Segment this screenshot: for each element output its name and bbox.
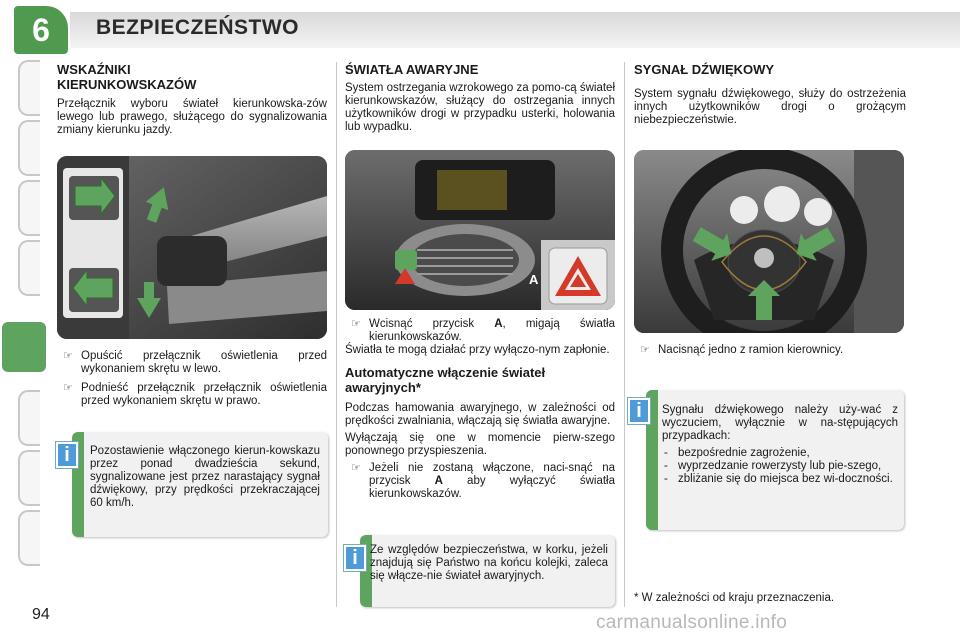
section-intro: System ostrzegania wzrokowego za pomo-cą świateł kierunkowskazów, służący do ostrzegania innych użytkowników drogi w przypadku usterki, holowania lub wypadku.	[345, 82, 615, 133]
chapter-tab-active[interactable]	[2, 322, 46, 372]
bullet-item: ☞ Wcisnąć przycisk A, migają światła kierunkowskazów.	[351, 318, 615, 343]
turn-signal-stalk-photo	[57, 156, 327, 339]
hazard-button-photo	[345, 150, 615, 310]
pointing-hand-icon: ☞	[351, 318, 361, 330]
hazard-instructions	[345, 318, 615, 501]
bullet-item: ☞ Nacisnąć jedno z ramion kierownicy.	[640, 344, 844, 356]
usage-list	[662, 447, 898, 486]
pointing-hand-icon: ☞	[640, 344, 650, 356]
page-title: BEZPIECZEŃSTWO	[96, 16, 300, 39]
watermark: carmanualsonline.info	[596, 612, 788, 633]
sub-text: Podczas hamowania awaryjnego, w zależności od prędkości zwalniania, włączają się światła awaryjne.	[345, 402, 615, 427]
chapter-tab[interactable]	[18, 180, 40, 236]
info-text: Ze względów bezpieczeństwa, w korku, jeżeli znajdują się Państwo na końcu kolejki, zaleca się włącze-nie świateł awaryjnych.	[370, 544, 608, 582]
chapter-tab[interactable]	[18, 120, 40, 176]
section-heading: WSKAŹNIKI KIERUNKOWSKAZÓW	[57, 62, 197, 92]
section-hazard-lights	[345, 62, 615, 134]
list-item: - wyprzedzanie rowerzysty lub pie-szego,	[662, 460, 898, 473]
chapter-tab[interactable]	[18, 240, 40, 296]
list-item: - bezpośrednie zagrożenie,	[662, 447, 898, 460]
chapter-tab[interactable]	[18, 60, 40, 116]
bullet-item: ☞ Opuścić przełącznik oświetlenia przed wykonaniem skrętu w lewo.	[63, 350, 327, 375]
section-intro: System sygnału dźwiękowego, służy do ostrzeżenia innych użytkowników drogi o grożącym niebezpieczeństwie.	[634, 88, 906, 126]
info-icon: i	[344, 545, 366, 571]
pointing-hand-icon: ☞	[63, 382, 73, 394]
list-item: - zbliżanie się do miejsca bez wi-doczności.	[662, 473, 898, 486]
note-text: Światła te mogą działać przy wyłączo-nym zapłonie.	[345, 344, 610, 356]
info-icon: i	[56, 442, 78, 468]
section-heading: ŚWIATŁA AWARYJNE	[345, 62, 479, 77]
column-divider	[336, 62, 337, 607]
section-intro: Przełącznik wyboru świateł kierunkowska-zów lewego lub prawego, służącego do sygnalizowania zmiany kierunku jazdy.	[57, 98, 327, 136]
section-heading: SYGNAŁ DŹWIĘKOWY	[634, 62, 775, 77]
button-a-label: A	[529, 272, 539, 287]
info-text: Sygnału dźwiękowego należy uży-wać z wyczuciem, wyłącznie w na-stępujących przypadkach: - bezpośrednie zagrożenie, - wyprzedzanie rowerzysty lub pie-szego, - zbliżanie się do miejsca bez wi-doczności.	[662, 404, 898, 486]
bullet-item: ☞ Jeżeli nie zostaną włączone, naci-snąć na przycisk A aby wyłączyć światła kierunkowskazów.	[351, 462, 615, 500]
turn-signal-stalk-illustration	[57, 156, 327, 339]
chapter-tab[interactable]	[18, 510, 40, 566]
pointing-hand-icon: ☞	[63, 350, 73, 362]
chapter-tab[interactable]	[18, 450, 40, 506]
chapter-number-badge: 6	[14, 6, 68, 54]
column-divider	[624, 62, 625, 607]
steering-wheel-illustration	[634, 150, 904, 333]
horn-instructions	[634, 344, 906, 357]
section-turn-signals	[57, 62, 327, 137]
chapter-tab-strip	[0, 0, 50, 640]
info-text: Pozostawienie włączonego kierun-kowskazu przez ponad dwadzieścia sekund, sygnalizowane jest przez narastający sygnał dźwiękowy, przy prędkości przekraczającej 60 km/h.	[90, 445, 320, 509]
sub-text: Wyłączają się one w momencie pierw-szego ponownego przyspieszenia.	[345, 432, 615, 457]
hazard-button-illustration	[345, 150, 615, 310]
pointing-hand-icon: ☞	[351, 462, 361, 474]
turn-signal-instructions	[57, 350, 327, 408]
section-horn	[634, 62, 906, 127]
page-number: 94	[32, 606, 50, 623]
bullet-item: ☞ Podnieść przełącznik przełącznik oświetlenia przed wykonaniem skrętu w prawo.	[63, 382, 327, 407]
chapter-tab[interactable]	[18, 390, 40, 446]
steering-wheel-photo	[634, 150, 904, 333]
sub-heading: Automatyczne włączenie świateł awaryjnych*	[345, 365, 546, 395]
footnote: * W zależności od kraju przeznaczenia.	[634, 592, 835, 604]
info-icon: i	[628, 398, 650, 424]
